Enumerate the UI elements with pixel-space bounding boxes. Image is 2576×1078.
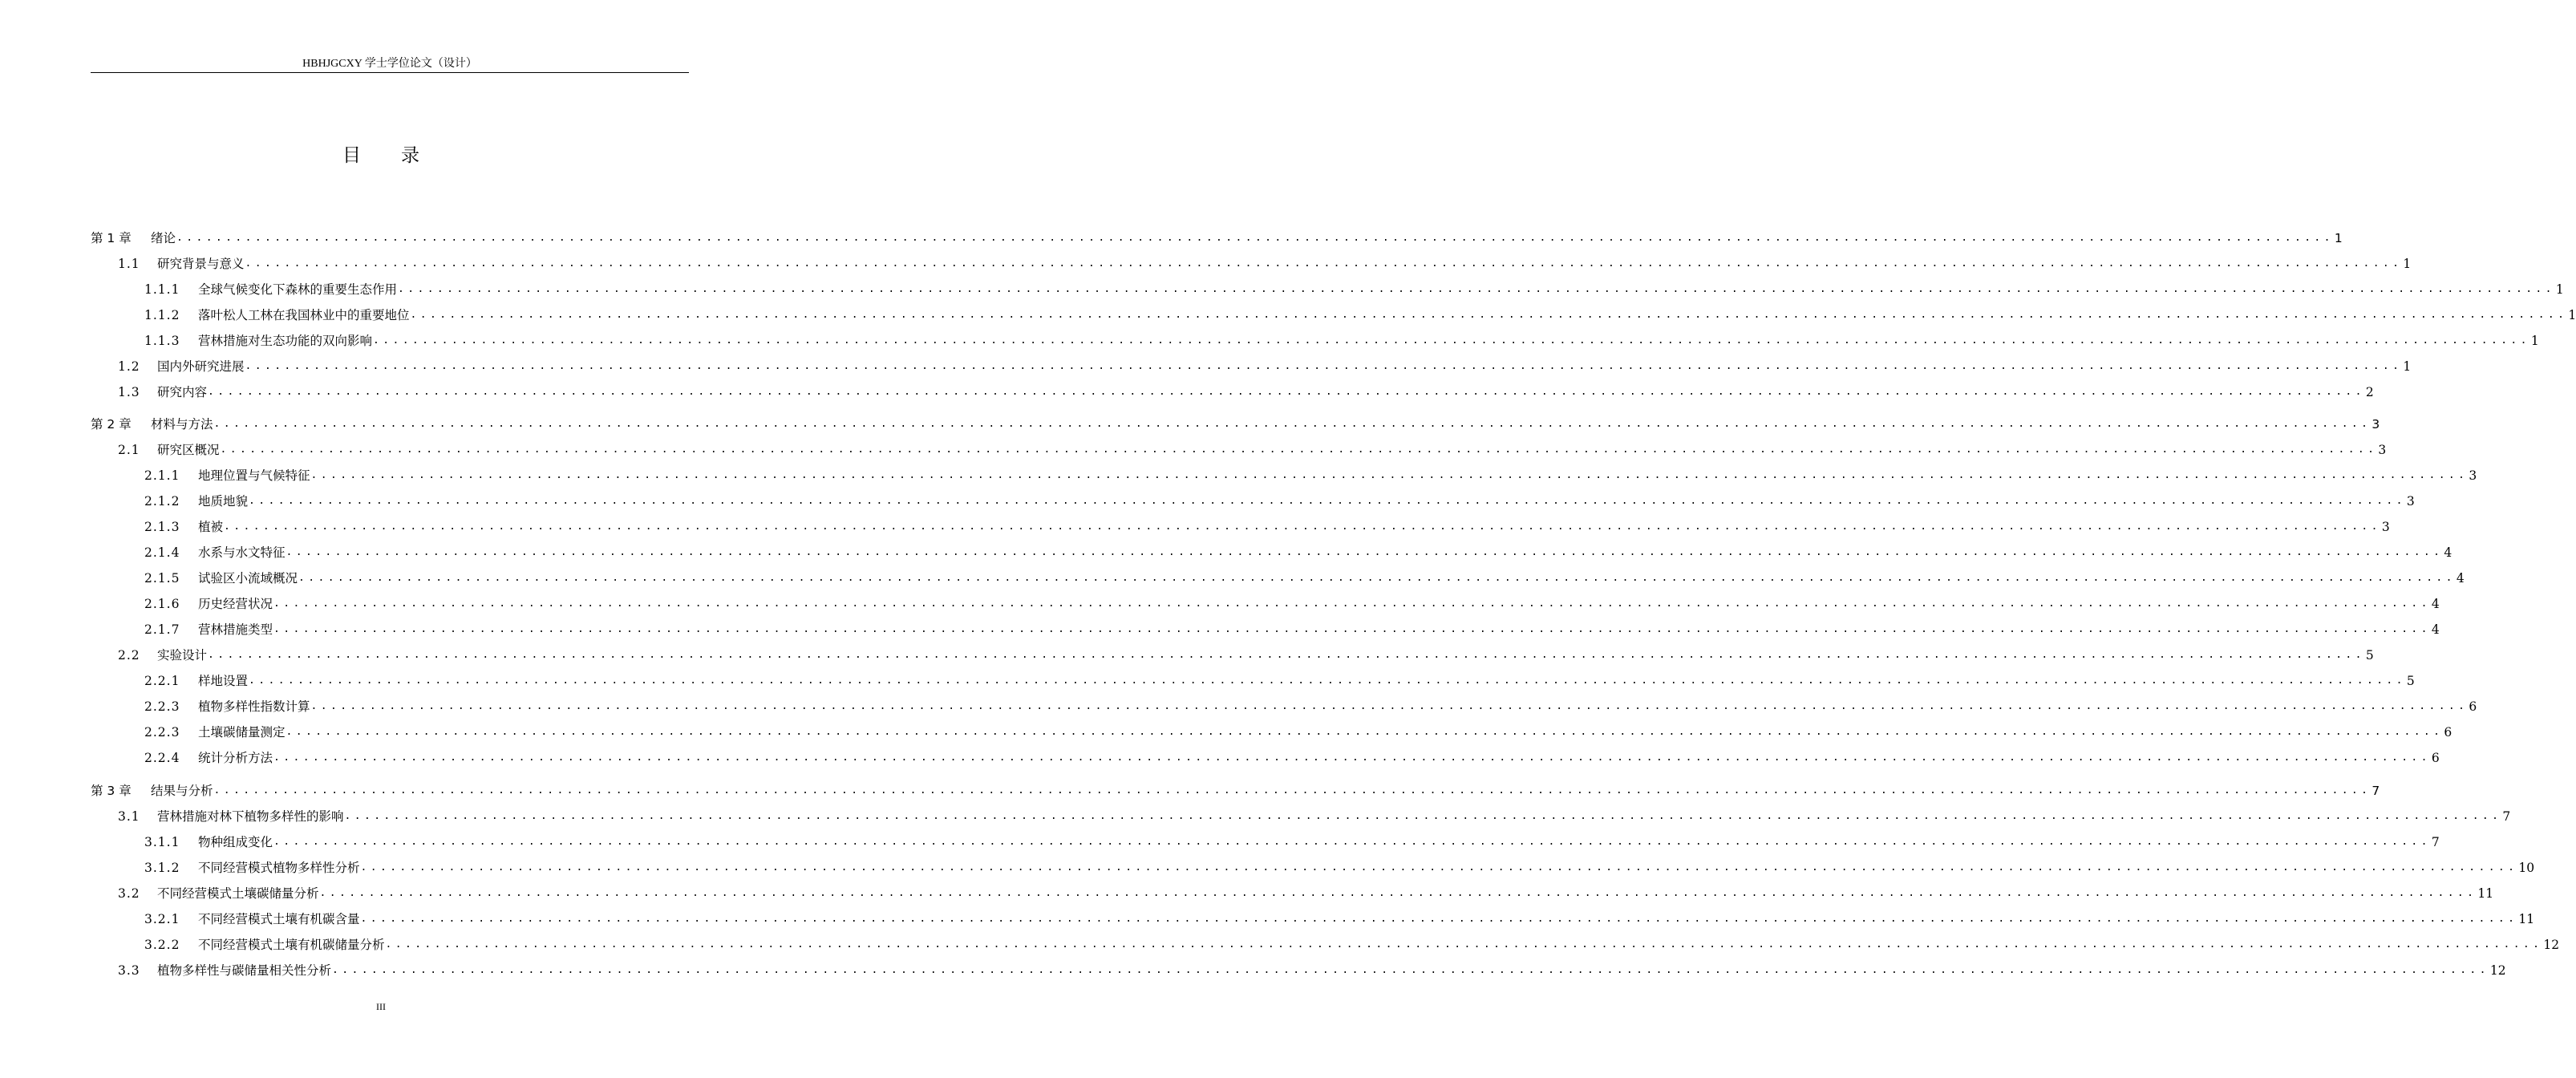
toc-entry-title: 试验区小流域概况 [198, 571, 298, 586]
toc-entry-page: 12 [2543, 938, 2560, 952]
toc-entry-number: 2.1 [118, 443, 140, 457]
toc-entry[interactable] [118, 958, 2506, 979]
toc-entry-number: 2.1.6 [144, 597, 180, 611]
toc-dot-leader: ............................................................................................................................................................................................................................ [245, 360, 2403, 372]
toc-entry[interactable] [144, 565, 2465, 586]
toc-entry[interactable] [118, 804, 2511, 825]
header-rule [91, 72, 689, 73]
toc-entry-number: 2.2.3 [144, 725, 180, 740]
toc-entry[interactable] [118, 379, 2374, 400]
toc-entry-page: 5 [2365, 648, 2374, 663]
toc-entry[interactable] [91, 411, 2380, 432]
toc-entry-number: 3.2 [118, 886, 140, 901]
toc-entry-page: 7 [2502, 809, 2511, 824]
toc-entry-number: 3.3 [118, 963, 140, 978]
toc-entry-number: 3.2.2 [144, 938, 180, 952]
toc-dot-leader: ............................................................................................................................................................................................................................ [273, 836, 2431, 848]
toc-entry-title: 研究背景与意义 [157, 257, 245, 271]
toc-entry-title: 水系与水文特征 [198, 545, 286, 560]
toc-dot-leader: ............................................................................................................................................................................................................................ [273, 623, 2431, 635]
toc-entry-number: 1.3 [118, 385, 140, 399]
toc-entry-page: 6 [2469, 699, 2477, 714]
toc-dot-leader: ............................................................................................................................................................................................................................ [273, 752, 2431, 764]
toc-entry-page: 12 [2489, 963, 2506, 978]
toc-entry[interactable] [144, 514, 2390, 535]
toc-entry-page: 4 [2431, 597, 2440, 611]
toc-entry-title: 植被 [198, 520, 224, 534]
toc-entry-number: 1.1.3 [144, 334, 180, 348]
toc-entry-title: 研究区概况 [157, 443, 220, 457]
toc-dot-leader: ............................................................................................................................................................................................................................ [249, 675, 2406, 687]
toc-entry[interactable] [144, 855, 2535, 876]
toc-entry-number: 3.1.2 [144, 861, 180, 875]
toc-entry-page: 1 [2568, 308, 2576, 322]
toc-entry-page: 3 [2469, 468, 2477, 483]
toc-entry-page: 1 [2555, 282, 2564, 297]
toc-entry-page: 11 [2518, 912, 2535, 926]
toc-dot-leader: ............................................................................................................................................................................................................................ [208, 386, 2365, 398]
toc-entry-title: 不同经营模式土壤有机碳储量分析 [198, 938, 385, 952]
toc-entry-number: 3.1.1 [144, 835, 180, 849]
toc-entry-number: 第 2 章 [91, 417, 132, 432]
toc-dot-leader: ............................................................................................................................................................................................................................ [398, 283, 2555, 295]
toc-dot-leader: ............................................................................................................................................................................................................................ [213, 784, 2371, 796]
toc-dot-leader: ............................................................................................................................................................................................................................ [410, 309, 2568, 321]
toc-entry-number: 3.1 [118, 809, 140, 824]
toc-entry-title: 材料与方法 [151, 417, 213, 432]
toc-entry-number: 1.1.1 [144, 282, 180, 297]
toc-entry-number: 2.1.7 [144, 622, 180, 637]
toc-entry-page: 7 [2431, 835, 2440, 849]
toc-entry-number: 1.1.2 [144, 308, 180, 322]
toc-entry-title: 国内外研究进展 [157, 359, 245, 374]
toc-entry[interactable] [144, 302, 2576, 323]
toc-dot-leader: ............................................................................................................................................................................................................................ [344, 810, 2502, 822]
toc-entry[interactable] [144, 668, 2415, 689]
page-title: 目录 [342, 145, 460, 166]
toc-entry[interactable] [144, 906, 2535, 927]
toc-entry-title: 地质地貌 [198, 494, 249, 509]
toc-entry[interactable] [144, 463, 2477, 484]
toc-dot-leader: ............................................................................................................................................................................................................................ [176, 232, 2334, 244]
toc-entry[interactable] [144, 932, 2560, 953]
toc-entry[interactable] [118, 437, 2387, 458]
toc-entry-number: 2.1.3 [144, 520, 180, 534]
toc-dot-leader: ............................................................................................................................................................................................................................ [373, 334, 2530, 346]
toc-entry-page: 5 [2406, 674, 2415, 688]
toc-entry[interactable] [118, 251, 2412, 272]
toc-entry[interactable] [144, 540, 2452, 561]
toc-entry-number: 2.2 [118, 648, 140, 663]
toc-entry-number: 2.2.3 [144, 699, 180, 714]
toc-entry-title: 土壤碳储量测定 [198, 725, 286, 740]
toc-entry-page: 2 [2365, 385, 2374, 399]
toc-entry-page: 10 [2518, 861, 2535, 875]
toc-entry-title: 不同经营模式土壤碳储量分析 [157, 886, 319, 901]
toc-dot-leader: ............................................................................................................................................................................................................................ [213, 418, 2371, 430]
toc-entry-page: 1 [2334, 231, 2343, 245]
toc-entry[interactable] [91, 225, 2343, 246]
toc-entry-number: 1.1 [118, 257, 140, 271]
toc-entry[interactable] [144, 829, 2440, 850]
toc-entry-number: 2.1.2 [144, 494, 180, 509]
toc-dot-leader: ............................................................................................................................................................................................................................ [220, 444, 2378, 456]
toc-entry[interactable] [144, 719, 2452, 740]
toc-entry-title: 样地设置 [198, 674, 249, 688]
toc-entry[interactable] [118, 642, 2374, 663]
toc-entry-page: 3 [2381, 520, 2390, 534]
toc-entry[interactable] [91, 778, 2380, 799]
toc-entry[interactable] [144, 617, 2440, 638]
toc-entry-page: 7 [2371, 784, 2380, 798]
toc-entry-page: 4 [2444, 545, 2452, 560]
toc-dot-leader: ............................................................................................................................................................................................................................ [298, 572, 2456, 584]
toc-entry-page: 3 [2406, 494, 2415, 509]
toc-dot-leader: ............................................................................................................................................................................................................................ [310, 469, 2469, 481]
toc-entry[interactable] [118, 354, 2412, 375]
toc-entry-number: 2.1.1 [144, 468, 180, 483]
toc-entry-number: 2.1.5 [144, 571, 180, 586]
toc-entry-title: 植物多样性与碳储量相关性分析 [157, 963, 332, 978]
toc-entry[interactable] [118, 881, 2494, 902]
toc-dot-leader: ............................................................................................................................................................................................................................ [224, 521, 2381, 533]
toc-entry-title: 实验设计 [157, 648, 208, 663]
toc-entry-page: 1 [2403, 359, 2412, 374]
toc-entry-title: 统计分析方法 [198, 751, 273, 765]
toc-entry-number: 2.1.4 [144, 545, 180, 560]
toc-entry-page: 6 [2431, 751, 2440, 765]
toc-entry-page: 3 [2378, 443, 2387, 457]
toc-entry-title: 不同经营模式植物多样性分析 [198, 861, 360, 875]
running-header: HBHJGCXY 学士学位论文（设计） [302, 58, 477, 70]
toc-entry-number: 2.2.4 [144, 751, 180, 765]
toc-entry-title: 植物多样性指数计算 [198, 699, 310, 714]
toc-dot-leader: ............................................................................................................................................................................................................................ [286, 726, 2444, 738]
toc-entry-page: 3 [2371, 417, 2380, 432]
toc-dot-leader: ............................................................................................................................................................................................................................ [286, 546, 2444, 558]
toc-entry-number: 1.2 [118, 359, 140, 374]
toc-entry-title: 研究内容 [157, 385, 208, 399]
toc-entry[interactable] [144, 694, 2477, 715]
toc-dot-leader: ............................................................................................................................................................................................................................ [245, 257, 2403, 270]
toc-dot-leader: ............................................................................................................................................................................................................................ [273, 598, 2431, 610]
toc-entry-page: 4 [2456, 571, 2465, 586]
toc-dot-leader: ............................................................................................................................................................................................................................ [332, 964, 2489, 976]
toc-entry-title: 不同经营模式土壤有机碳含量 [198, 912, 360, 926]
toc-entry-page: 1 [2403, 257, 2412, 271]
toc-dot-leader: ............................................................................................................................................................................................................................ [385, 938, 2543, 950]
toc-entry-page: 1 [2530, 334, 2539, 348]
toc-entry-title: 营林措施对林下植物多样性的影响 [157, 809, 344, 824]
toc-entry-title: 物种组成变化 [198, 835, 273, 849]
toc-entry-title: 地理位置与气候特征 [198, 468, 310, 483]
toc-dot-leader: ............................................................................................................................................................................................................................ [208, 649, 2365, 661]
toc-entry-page: 11 [2477, 886, 2494, 901]
toc-entry[interactable] [144, 488, 2415, 509]
toc-entry[interactable] [144, 745, 2440, 766]
toc-dot-leader: ............................................................................................................................................................................................................................ [319, 887, 2477, 899]
toc-entry-title: 结果与分析 [151, 784, 213, 798]
toc-dot-leader: ............................................................................................................................................................................................................................ [360, 913, 2518, 925]
toc-entry-title: 绪论 [151, 231, 176, 245]
toc-entry-number: 第 3 章 [91, 784, 132, 798]
page-number: III [376, 1001, 386, 1012]
toc-entry-title: 营林措施对生态功能的双向影响 [198, 334, 373, 348]
toc-dot-leader: ............................................................................................................................................................................................................................ [360, 861, 2518, 873]
toc-entry[interactable] [144, 591, 2440, 612]
toc-entry[interactable] [144, 277, 2564, 298]
toc-dot-leader: ............................................................................................................................................................................................................................ [249, 495, 2406, 507]
toc-dot-leader: ............................................................................................................................................................................................................................ [310, 700, 2469, 712]
toc-entry-number: 2.2.1 [144, 674, 180, 688]
toc-entry[interactable] [144, 328, 2539, 349]
toc-entry-title: 落叶松人工林在我国林业中的重要地位 [198, 308, 410, 322]
toc-entry-number: 第 1 章 [91, 231, 132, 245]
toc-entry-title: 全球气候变化下森林的重要生态作用 [198, 282, 398, 297]
toc-entry-number: 3.2.1 [144, 912, 180, 926]
toc-entry-title: 历史经营状况 [198, 597, 273, 611]
toc-entry-page: 4 [2431, 622, 2440, 637]
toc-entry-title: 营林措施类型 [198, 622, 273, 637]
toc-entry-page: 6 [2444, 725, 2452, 740]
